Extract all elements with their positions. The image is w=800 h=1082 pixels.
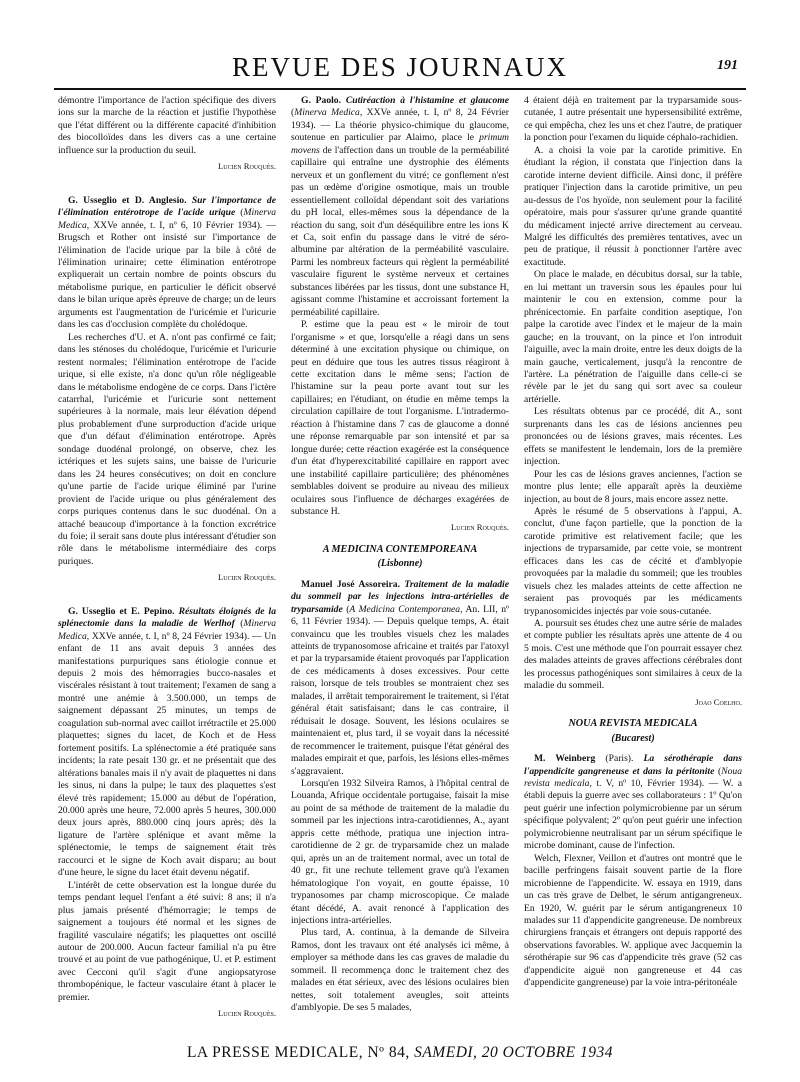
latin-term: primum movens [291, 132, 509, 156]
article-paolo: G. Paolo. Cutiréaction à l'histamine et glaucome (Minerva Medica, XXVe année, t. I, nº 8, 24 Février 1934). — La théorie physico-chimique du glaucome, soutenue en particulier par Alaimo, place le primum movens de l'affection dans un trouble de la perméabilité capillaire qui entraîne une dystrophie des éléments nerveux et un gonflement du vitré; ce gonflement n'est pas un œdème d'origine osmotique, mais un trouble essentiellement colloïdal dépendant soit des variations du pH local, elles-mêmes sous la dépendance de la réaction du sang, soit d'un déséquilibre entre les ions K et Ca, soit enfin du passage dans le vitré de séro-albumine par altération de la perméabilité vasculaire. Parmi les nombreux facteurs qui règlent la perméabilité vasculaire figurent le système nerveux et certaines substances libérées par les tissus, dont une substance H, agissant comme l'histamine et accroissant fortement la perméabilité capillaire. [291, 95, 510, 318]
journal-name: A Medicina Contemporanea [349, 603, 461, 615]
section-city: (Lisbonne) [377, 558, 423, 570]
paragraph: Pour les cas de lésions graves anciennes, l'action se montre plus lente; elle apparaît après la deuxième injection, au bout de 8 jours, mais encore assez nette. [524, 468, 742, 505]
column-1 [58, 95, 276, 1024]
header-rule [54, 88, 746, 90]
footer [54, 1044, 746, 1062]
section-city: (Bucarest) [611, 732, 655, 744]
paragraph: On place le malade, en décubitus dorsal, sur la table, en lui mettant un traversin sous les épaules pour lui maintenir le cou en extension, comme pour la phrénicectomie. En parfaite condition aseptique, l'on palpe la carotide avec l'index et le majeur de la main gauche; en la trouvant, on la pince et l'on introduit l'aiguille, avec la main droite, entre les deux doigts de la main gauche, verticalement, jusqu'à la rencontre de l'artère. La pénétration de l'aiguille dans celle-ci se révèle par le jet du sang qui sort avec sa couleur artérielle. [524, 269, 742, 405]
article-text: , An. LII, nº 6, 11 Février 1934). — Depuis quelque temps, A. était convaincu que les troubles visuels chez les malades atteints de trypanosomose africaine et traités par l'atoxyl et par la tryparsamide étaient provoqués par l'application de ces médicaments à doses excessives. Pour cette raison, lorsque de tels troubles se montraient chez ses malades, il arrêtait temporairement le traitement, si l'état général était satisfaisant; dans le cas contraire, il réduisait le dosage. Souvent, les lésions oculaires se maintenaient et, plus tard, il se voyait dans la nécessité de recommencer le traitement, puisque l'état général des malades empirait et que, parfois, les lésions elles-mêmes s'aggravaient. [291, 603, 509, 777]
article-title: Cutiréaction à l'histamine et glaucome [345, 95, 510, 106]
author-city: (Paris). [595, 753, 644, 765]
paragraph: Les résultats obtenus par ce procédé, dit A., sont surprenants dans les cas de lésions anciennes peu prononcées ou de lésions graves, mais récentes. Les effets se manifestent le lendemain, lors de la première injection. [524, 406, 742, 468]
article-authors: G. Usseglio et E. Pepino. [68, 605, 175, 617]
article-title: Résultats éloignés de la splénectomie dans la maladie de Werlhof [58, 605, 276, 630]
spacer [58, 177, 276, 195]
paragraph: 4 étaient déjà en traitement par la tryparsamide sous-cutanée, 1 autre présentait une hypersensibilité extrême, ce qui empêcha, chez les uns et chez l'autre, de pratiquer la ponction pour l'examen du liquide céphalo-rachidien. [524, 95, 742, 144]
signature: Lucien Rouquès. [218, 572, 276, 583]
article-authors: G. Paolo. [301, 95, 341, 106]
journal-name: Noua revista medicala [524, 765, 742, 790]
paragraph: A. poursuit ses études chez une autre série de malades et compte publier les résultats après une attente de 4 ou 5 mois. C'est une méthode que l'on pourrait essayer chez des malades atteints de graves affections cérébrales dont les processus pathogéniques sont similaires à ceux de la maladie du sommeil. [524, 618, 742, 692]
article-authors: G. Usseglio et D. Anglesio. [68, 194, 187, 206]
paragraph: L'intérêt de cette observation est la longue durée du temps pendant lequel l'enfant a été suivi: 8 ans; il n'a plus jamais présenté d'hémorragie; le temps de saignement a toujours été normal et les signes de fragilité vasculaire négatifs; les plaquettes ont oscillé autour de 200.000. Aucun facteur familial n'a pu être trouvé et au point de vue pathogénique, U. et P. estiment avec Cecconi qu'il s'agit d'une angiopsatyrose thrombopénique, le facteur vasculaire étant à placer le premier. [58, 879, 276, 1003]
signature: Lucien Rouquès. [218, 1008, 276, 1019]
section-title: NOUA REVISTA MEDICALA [568, 718, 698, 730]
page-number: 191 [717, 58, 738, 73]
article-authors: Manuel José Assoreira. [301, 578, 400, 590]
article-usseglio-pepino: G. Usseglio et E. Pepino. Résultats éloignés de la splénectomie dans la maladie de Werlhof (Minerva Medica, XXVe année, t. I, nº 8, 24 Février 1934). — Un enfant de 11 ans avait depuis 3 années des manifestations purpuriques sans étiologie connue et depuis 2 mois des hémorragies bucco-nasales et viscérales résistant à tout traitement; l'examen de sang a montré une anémie à 3.500.000, un temps de saignement dépassant 25 minutes, un temps de coagulation sub-normal avec caillot irrétractile et 25.000 plaquettes; signes du lacet, de Koch et de Hess fortement positifs. La splénectomie a été pratiquée sans incidents; la rate pesait 130 gr. et ne présentait que des altérations banales mais il n'y avait de plaquettes ni dans les sinus, ni dans la pulpe; le taux des plaquettes s'est élevé très rapidement; 15.000 au début de l'opération, 20.000 après une heure, 72.000 après 5 heures, 300.000 deux jours après, 880.000 cinq jours après; dès la ligature de l'artère splénique et avant même la splénectomie, le temps de saignement était très raccourci et le signe de Koch avait disparu; au bout d'une heure, le signe du lacet était devenu négatif. [58, 605, 277, 879]
paragraph: Les recherches d'U. et A. n'ont pas confirmé ce fait; dans les sténoses du cholédoque, l'uricémie et l'uricurie restent normales; l'élimination entérotrope de l'acide urique, si elle existe, n'a donc qu'un rôle négligeable dans le métabolisme endogène de ce corps. Dans l'ictère catarrhal, l'uricémie et l'uricurie sont nettement supérieures à la normale, mais leur élévation dépend plus probablement d'une surproduction d'acide urique que d'un défaut d'élimination entérotrope. Après sondage duodénal prolongé, on observe, chez les ictériques et les sujets sains, une baisse de l'uricurie dans les 24 heures consécutives; on doit en conclure qu'une partie de l'acide urique éliminé par l'urine provient de l'acide urique ou plus généralement des corps puriques contenus dans le suc duodénal. On a attaché beaucoup d'importance à la fonction excrétrice du foie; il serait sans doute plus intéressant d'étudier son rôle dans le métabolisme intermédiaire des corps puriques. [58, 331, 276, 567]
article-assoreira: Manuel José Assoreira. Traitement de la maladie du sommeil par les injections intra-artérielles de tryparsamide (A Medicina Contemporanea, An. LII, nº 6, 11 Février 1934). — Depuis quelque temps, A. était convaincu que les troubles visuels chez les malades atteints de trypanosomose africaine et traités par l'atoxyl et par la tryparsamide étaient provoqués par l'application de ces médicaments à doses excessives. Pour cette raison, lorsque de tels troubles se montraient chez ses malades, il arrêtait temporairement le traitement, si l'état général était satisfaisant; dans le cas contraire, il réduisait le dosage. Souvent, les lésions oculaires se maintenaient et, plus tard, il se voyait dans la nécessité de recommencer le traitement, puisque l'état général des malades empirait et que, parfois, les lésions elles-mêmes s'aggravaient. [291, 578, 509, 777]
article-title: Sur l'importance de l'élimination entérotrope de l'acide urique [58, 194, 276, 219]
article-text: , t. V, nº 10, Février 1934). — W. a établi depuis la guerre avec ses collaborateurs : 1º Qu'on peut guérir une infection polymicrobienne par un sérum spécifique polyvalent; 2º qu'on peut guérir une infection polymicrobienne neutralisant par un sérum spécifique le microbe dominant, cause de l'infection. [524, 778, 742, 852]
signature: Lucien Rouquès. [451, 522, 509, 533]
paragraph: Après le résumé de 5 observations à l'appui, A. conclut, d'une façon partielle, que la ponction de la carotide primitive est relativement facile; que les injections de tryparsamide, par cette voie, se montrent efficaces dans les cas de cécité et d'amblyopie provoquées par la maladie du sommeil; que les troubles visuels chez les malades atteints de cette affection ne seraient pas provoqués par les médicaments trypanosomicides injectés par voie sous-cutanée. [524, 505, 742, 617]
paragraph: Welch, Flexner, Veillon et d'autres ont montré que le bacille perfringens faisait souvent partie de la flore microbienne de l'appendicite. W. essaya en 1919, dans un cas très grave de Delbet, le sérum antigangreneux. En 1920, W. guérit par le sérum antigangreneux 10 malades sur 11 d'appendicite gangreneuse. De nombreux chirurgiens français et étrangers ont depuis rapporté des observations favorables. W. applique avec Jacquemin la sérothérapie sur 96 cas d'appendicite très grave (52 cas d'appendicite aiguë non gangreneuse et 44 cas d'appendicite gangreneuse) par la voie intra-péritonéale [524, 852, 742, 989]
paragraph: P. estime que la peau est « le miroir de tout l'organisme » et que, lorsqu'elle a réagi dans un sens déterminé à une excitation physique ou chimique, on peut en déduire que tous les autres tissus réagiront à cette excitation dans le même sens; l'action de l'histamine sur la peau porte avant tout sur les capillaires; en l'étudiant, on étudie en même temps la circulation capillaire de tout l'organisme. L'intradermo-réaction à l'histamine dans 7 cas de glaucome a donné une réponse remarquable par son intensité et par sa longue durée; cette réaction exagérée est la conséquence d'un état d'hyperexcitabilité capillaire en rapport avec une instabilité capillaire particulière; des phénomènes semblables doivent se produire au niveau des milieux oculaires sous l'influence de décharges exagérées de substance H. [291, 319, 509, 517]
running-title: REVUE DES JOURNAUX [231, 52, 568, 82]
article-text: , XXVe année, t. I, nº 8, 24 Février 1934). — Un enfant de 11 ans avait depuis 3 années des manifestations purpuriques sans étiologie connue et depuis 2 mois des hémorragies bucco-nasales et viscérales résistant à tout traitement; l'examen de sang a montré une anémie à 3.500.000, un temps de saignement dépassant 25 minutes, un temps de coagulation sub-normal avec caillot irrétractile et 25.000 plaquettes; signes du lacet, de Koch et de Hess fortement positifs. La splénectomie a été pratiquée sans incidents; la rate pesait 130 gr. et ne présentait que des altérations banales mais il n'y avait de plaquettes ni dans les sinus, ni dans la pulpe; le taux des plaquettes s'est élevé très rapidement; 15.000 au début de l'opération, 20.000 après une heure, 72.000 après 5 heures, 300.000 deux jours après, 880.000 cinq jours après; dès la ligature de l'artère splénique et avant même la splénectomie, le temps de saignement était très raccourci et le signe de Koch avait disparu; au bout d'une heure, le signe du lacet était devenu négatif. [58, 630, 276, 879]
paragraph: Lorsqu'en 1932 Silveira Ramos, à l'hôpital central de Louanda, Afrique occidentale portugaise, faisait la mise au point de sa méthode de traitement de la maladie du sommeil par les injections intra-carotidiennes, A., ayant appris cette méthode, pratiqua une injection intra-carotidienne de 2 gr. de tryparsamide chez un malade qui, après un an de traitement normal, avec un total de 40 gr., fit une rechute tellement grave qu'à l'examen hématologique l'on voyait, en goutte épaisse, 10 trypanosomes par champ microscopique. Ce malade étant décédé, A. avait renoncé à l'application des injections intra-artérielles. [291, 778, 509, 926]
article-text: , XXVe année, t. I, nº 6, 10 Février 1934). — Brugsch et Rother ont insisté sur l'importance de l'élimination de l'acide urique par la bile à côté de l'élimination urinaire; cette élimination entérotrope expliquerait un certain nombre de points obscurs du métabolisme purique, en particulier le déficit observé dans le bilan urique après épreuve de charge; un de leurs arguments est l'augmentation de l'uricémie et l'uricurie dans les cas d'occlusion complète du cholédoque. [58, 219, 276, 331]
article-text: , XXVe année, t. I, nº 8, 24 Février 1934). — La théorie physico-chimique du glaucome, soutenue en particulier par Alaimo, place le [291, 107, 509, 144]
article-usseglio-anglesio: G. Usseglio et D. Anglesio. Sur l'importance de l'élimination entérotrope de l'acide urique (Minerva Medica, XXVe année, t. I, nº 6, 10 Février 1934). — Brugsch et Rother ont insisté sur l'importance de l'élimination de l'acide urique par la bile à côté de l'élimination urinaire; cette élimination entérotrope expliquerait un certain nombre de points obscurs du métabolisme purique, en particulier le déficit observé dans le bilan urique après épreuve de charge; un de leurs arguments est l'augmentation de l'uricémie et l'uricurie dans les cas d'occlusion complète du cholédoque. [58, 194, 277, 331]
column-3 [524, 95, 742, 990]
article-title: Traitement de la maladie du sommeil par les injections intra-artérielles de tryparsamide [291, 578, 509, 615]
journal-name: Minerva Medica [294, 107, 360, 119]
footer-date: SAMEDI, 20 OCTOBRE 1934 [414, 1044, 614, 1061]
section-title: A MEDICINA CONTEMPOREANA [322, 543, 478, 555]
article-authors: M. Weinberg [534, 753, 596, 765]
journal-name: Minerva Medica [58, 207, 277, 231]
footer-journal: LA PRESSE MEDICALE, Nº 84, [186, 1044, 410, 1061]
article-weinberg: M. Weinberg (Paris). La sérothérapie dans l'appendicite gangreneuse et dans la péritonite (Noua revista medicala, t. V, nº 10, Février 1934). — W. a établi depuis la guerre avec ses collaborateurs : 1º Qu'on peut guérir une infection polymicrobienne par un sérum spécifique polyvalent; 2º qu'on peut guérir une infection polymicrobienne neutralisant par un sérum spécifique le microbe dominant, cause de l'infection. [524, 753, 742, 852]
column-2 [291, 95, 509, 1015]
paragraph: démontre l'importance de l'action spécifique des divers ions sur la marche de la réaction et justifie l'hypothèse que l'état différent ou la différente capacité d'inhibition des biocolloïdes dans les divers cas a une certaine influence sur la production du seuil. [58, 95, 276, 156]
journal-name: Minerva Medica [58, 618, 277, 642]
signature: Joao Coelho. [695, 696, 742, 707]
spacer [58, 588, 276, 606]
signature: Lucien Rouquès. [218, 161, 276, 172]
paragraph: Plus tard, A. continua, à la demande de Silveira Ramos, dont les travaux ont été analysés ici même, à employer sa méthode dans les cas graves de maladie du sommeil. Il recommença donc le traitement chez des malades en état sérieux, avec des lésions oculaires bien nettes, soit totalement aveugles, soit atteints d'amblyopie. De ses 5 malades, [291, 927, 509, 1014]
paragraph: A. a choisi la voie par la carotide primitive. En étudiant la région, il constata que l'injection dans la carotide interne devient difficile. Ainsi donc, il préfère pratiquer l'injection dans la carotide primitive, un peu au-dessus de l'os hyoïde, non seulement pour la facilité opératoire, mais pour s'assurer qu'une grande quantité du médicament injecté arrive directement au cerveau. Malgré les difficultés des premières tentatives, avec un peu de pratique, il réussit à ponctionner l'artère avec exactitude. [524, 144, 742, 268]
article-text: de l'affection dans un trouble de la perméabilité capillaire qui entraîne une dystrophie des éléments nerveux et un gonflement du vitré; ce gonflement n'est pas un œdème d'origine osmotique, mais un trouble essentiellement colloïdal dépendant soit des variations du pH local, elles-mêmes sous la dépendance de la réaction du sang, soit d'un déséquilibre entre les ions K et Ca, soit enfin du passage dans le vitré de séro-albumine par altération de la perméabilité vasculaire. Parmi les nombreux facteurs qui règlent la perméabilité vasculaire figurent le système nerveux et certaines substances libérées par les tissus, dont une substance H, agissant comme l'histamine et accroissant fortement la perméabilité capillaire. [291, 144, 509, 318]
article-title: La sérothérapie dans l'appendicite gangreneuse et dans la péritonite [524, 753, 742, 777]
